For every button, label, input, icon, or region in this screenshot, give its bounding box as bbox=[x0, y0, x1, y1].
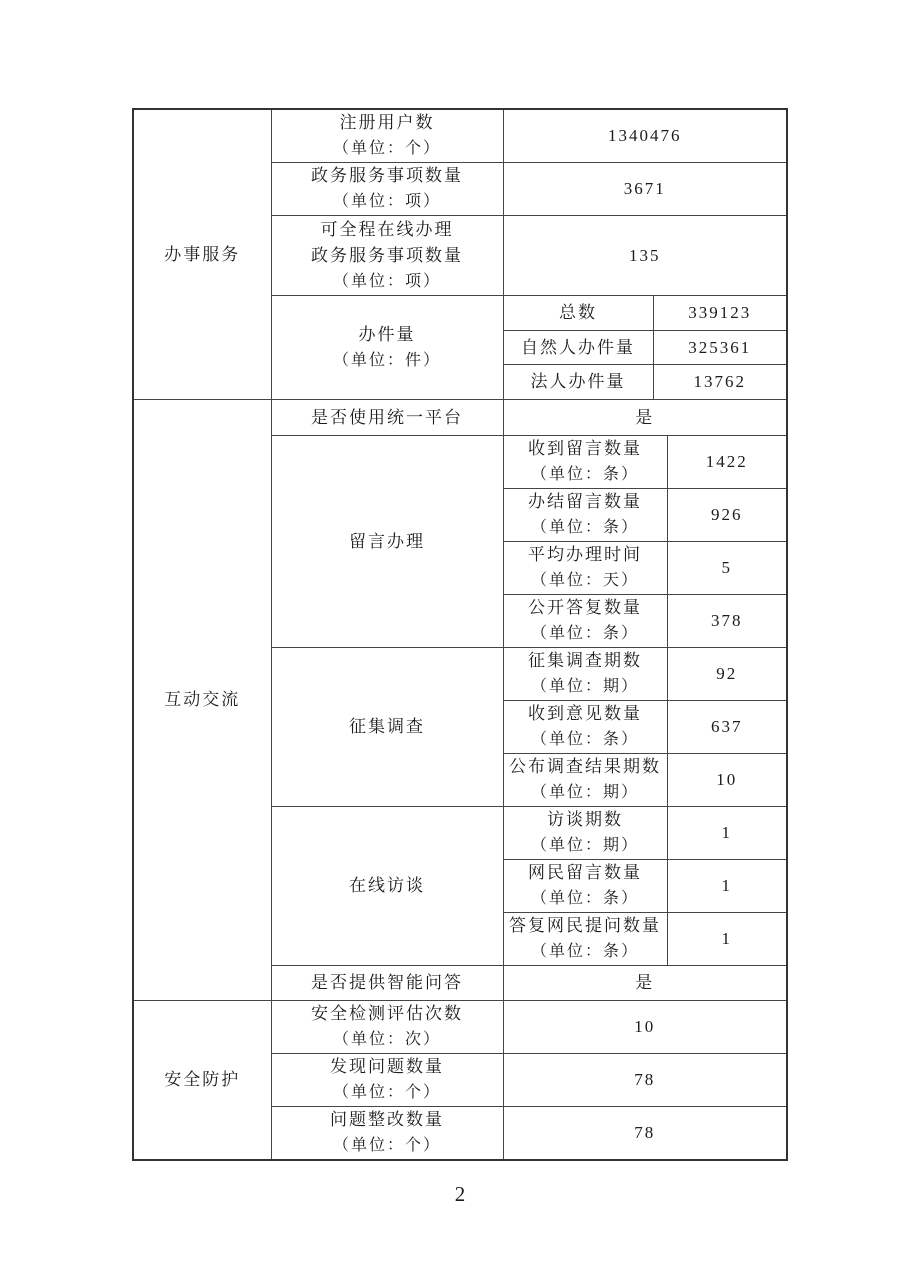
value-problems-fixed: 78 bbox=[503, 1107, 787, 1161]
label-text: 访谈期数 bbox=[547, 810, 623, 829]
sub-label-natural-person: 自然人办件量 bbox=[503, 331, 653, 365]
row-label-public-replies bbox=[503, 595, 667, 648]
value-opinions-received: 637 bbox=[667, 701, 787, 754]
label-text: 注册用户数 bbox=[339, 113, 435, 132]
row-label-netizen-messages bbox=[503, 860, 667, 913]
label-text: 发现问题数量 bbox=[330, 1057, 444, 1076]
unit-text: （单位：天） bbox=[530, 572, 639, 589]
row-label-unified-platform: 是否使用统一平台 bbox=[271, 400, 503, 436]
label-text: 政务服务事项数量 bbox=[311, 166, 463, 185]
section-label-anquan-fanghu: 安全防护 bbox=[133, 1001, 271, 1161]
label-text: 收到留言数量 bbox=[528, 439, 642, 458]
unit-text: （单位：条） bbox=[530, 943, 639, 960]
label-text-line2: 政务服务事项数量 bbox=[311, 245, 463, 265]
row-label-netizen-replies bbox=[503, 913, 667, 966]
row-label-problems-found bbox=[271, 1054, 503, 1107]
value-legal-person: 13762 bbox=[653, 365, 787, 400]
label-text: 公布调查结果期数 bbox=[509, 757, 661, 776]
unit-text: （单位：个） bbox=[332, 1137, 441, 1154]
unit-text: （单位：次） bbox=[332, 1031, 441, 1048]
unit-text: （单位：个） bbox=[332, 140, 441, 157]
value-messages-received: 1422 bbox=[667, 436, 787, 489]
row-label-survey-periods bbox=[503, 648, 667, 701]
sub-label-legal-person: 法人办件量 bbox=[503, 365, 653, 400]
unit-text: （单位：期） bbox=[530, 784, 639, 801]
value-interview-periods: 1 bbox=[667, 807, 787, 860]
value-results-published: 10 bbox=[667, 754, 787, 807]
section-label-hudong-jiaoliu: 互动交流 bbox=[133, 400, 271, 1001]
row-label-messages-received bbox=[503, 436, 667, 489]
row-label-messages-completed bbox=[503, 489, 667, 542]
row-label-results-published bbox=[503, 754, 667, 807]
label-text: 办结留言数量 bbox=[528, 492, 642, 511]
sub-label-total: 总数 bbox=[503, 296, 653, 331]
value-smart-qa: 是 bbox=[503, 966, 787, 1001]
row-label-interview-periods bbox=[503, 807, 667, 860]
value-netizen-replies: 1 bbox=[667, 913, 787, 966]
label-text: 平均办理时间 bbox=[528, 545, 642, 564]
label-text: 收到意见数量 bbox=[528, 704, 642, 723]
label-text: 安全检测评估次数 bbox=[311, 1004, 463, 1023]
value-survey-periods: 92 bbox=[667, 648, 787, 701]
label-text: 办件量 bbox=[358, 324, 416, 344]
value-avg-processing-time: 5 bbox=[667, 542, 787, 595]
row-label-problems-fixed bbox=[271, 1107, 503, 1161]
unit-text: （单位：条） bbox=[530, 466, 639, 483]
value-unified-platform: 是 bbox=[503, 400, 787, 436]
row-label-security-assessments bbox=[271, 1001, 503, 1054]
group-label-zhengji-diaocha: 征集调查 bbox=[271, 648, 503, 807]
unit-text: （单位：期） bbox=[530, 678, 639, 695]
unit-text: （单位：项） bbox=[332, 272, 441, 290]
value-registered-users: 1340476 bbox=[503, 109, 787, 163]
row-label-opinions-received bbox=[503, 701, 667, 754]
value-online-items: 135 bbox=[503, 216, 787, 296]
value-problems-found: 78 bbox=[503, 1054, 787, 1107]
value-service-items: 3671 bbox=[503, 163, 787, 216]
label-text: 征集调查期数 bbox=[528, 651, 642, 670]
value-total: 339123 bbox=[653, 296, 787, 331]
label-text-line1: 可全程在线办理 bbox=[320, 219, 454, 239]
unit-text: （单位：个） bbox=[332, 1084, 441, 1101]
unit-text: （单位：条） bbox=[530, 731, 639, 748]
value-netizen-messages: 1 bbox=[667, 860, 787, 913]
row-label-smart-qa: 是否提供智能问答 bbox=[271, 966, 503, 1001]
label-text: 网民留言数量 bbox=[528, 863, 642, 882]
unit-text: （单位：条） bbox=[530, 890, 639, 907]
unit-text: （单位：条） bbox=[530, 519, 639, 536]
row-label-avg-processing-time bbox=[503, 542, 667, 595]
group-label-banjianliang bbox=[271, 296, 503, 400]
value-security-assessments: 10 bbox=[503, 1001, 787, 1054]
page-number: 2 bbox=[454, 1182, 466, 1206]
group-label-zaixian-fangtan: 在线访谈 bbox=[271, 807, 503, 966]
value-public-replies: 378 bbox=[667, 595, 787, 648]
label-text: 公开答复数量 bbox=[528, 598, 642, 617]
unit-text: （单位：件） bbox=[332, 351, 441, 369]
value-natural-person: 325361 bbox=[653, 331, 787, 365]
section-label-banshi-fuwu: 办事服务 bbox=[133, 109, 271, 400]
unit-text: （单位：条） bbox=[530, 625, 639, 642]
unit-text: （单位：期） bbox=[530, 837, 639, 854]
value-messages-completed: 926 bbox=[667, 489, 787, 542]
label-text: 问题整改数量 bbox=[330, 1110, 444, 1129]
row-label-online-items bbox=[271, 216, 503, 296]
row-label-service-items bbox=[271, 163, 503, 216]
unit-text: （单位：项） bbox=[332, 193, 441, 210]
label-text: 答复网民提问数量 bbox=[509, 916, 661, 935]
group-label-liuyan-banli: 留言办理 bbox=[271, 436, 503, 648]
annual-report-table bbox=[132, 108, 788, 1161]
row-label-registered-users bbox=[271, 109, 503, 163]
